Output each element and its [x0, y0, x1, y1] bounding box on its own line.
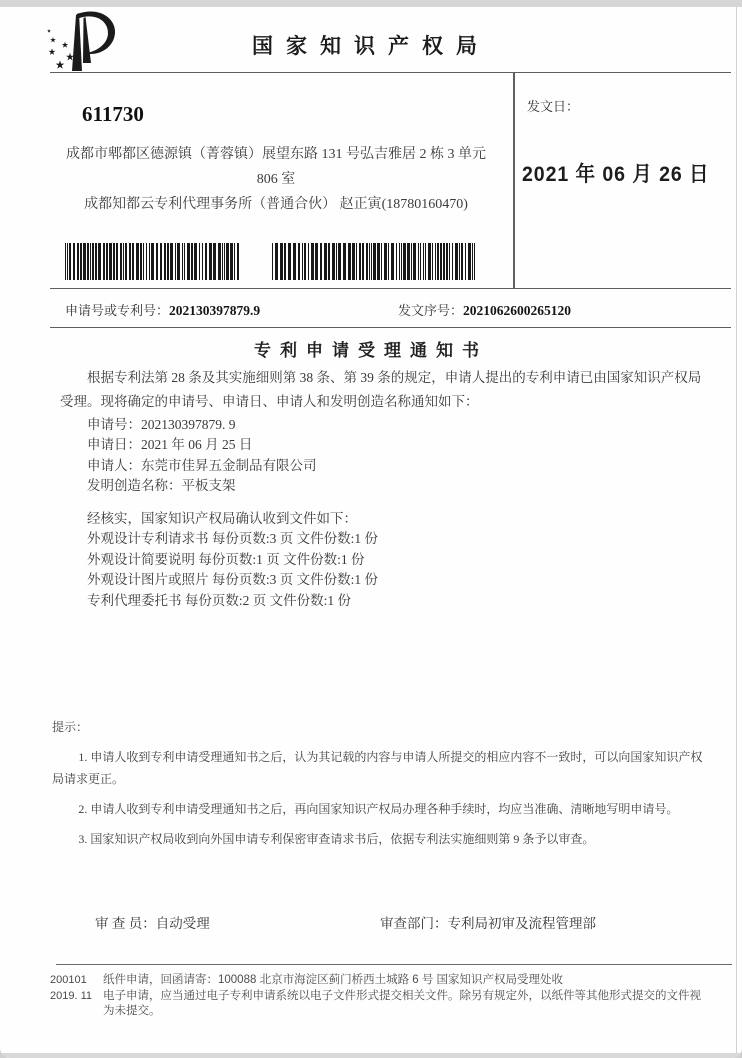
document-row: 外观设计图片或照片 每份页数:3 页 文件份数:1 份: [87, 572, 379, 588]
agency-name-heading: 国家知识产权局: [252, 35, 490, 58]
field-value: 东莞市佳昇五金制品有限公司: [141, 457, 317, 473]
serial-number-value: 2021062600265120: [463, 303, 572, 318]
field-application-date: [87, 435, 710, 455]
footer-form-revision: 2019. 11: [50, 989, 93, 1002]
date-box-divider-line: [513, 72, 515, 288]
recipient-postcode: 611730: [82, 102, 144, 126]
document-row: 外观设计简要说明 每份页数:1 页 文件份数:1 份: [87, 551, 365, 567]
application-number-label: 申请号或专利号：: [65, 303, 170, 318]
examiner-value: 自动受理: [155, 916, 210, 931]
notice-body: [60, 366, 710, 612]
department-value: 专利局初审及流程管理部: [447, 916, 596, 931]
footer-form-number: 200101: [50, 974, 87, 986]
header-divider-line: [50, 72, 731, 73]
tips-heading: 提示：: [52, 720, 89, 734]
field-application-number: [87, 415, 710, 435]
serial-number-row: [398, 300, 571, 319]
reference-divider-line: [50, 327, 731, 328]
application-number-value: 202130397879.9: [169, 303, 261, 318]
examiner-label: 审 查 员：: [95, 916, 156, 931]
field-value: 平板支架: [181, 478, 236, 494]
footer-form-codes: [50, 973, 100, 1004]
application-barcode: [65, 243, 240, 280]
footer-divider-line: [56, 964, 732, 965]
field-value: 2021 年 06 月 25 日: [141, 437, 253, 453]
field-label: 发明创造名称：: [87, 478, 182, 494]
scan-edge-top: [0, 0, 742, 7]
recipient-address-line2: 806 室: [256, 172, 296, 187]
field-value: 202130397879. 9: [141, 417, 236, 432]
recipient-address-line1: 成都市郫都区德源镇（菁蓉镇）展望东路 131 号弘吉雅居 2 栋 3 单元: [66, 147, 486, 162]
department-label: 审查部门：: [380, 916, 448, 931]
field-label: 申请人：: [87, 457, 141, 473]
tip-item: 2. 申请人收到专利申请受理通知书之后，再向国家知识产权局办理各种手续时，均应当准确、清晰地写明申请号。: [78, 802, 679, 816]
footer-electronic-instruction: 电子申请，应当通过电子专利申请系统以电子文件形式提交相关文件。除另有规定外，以纸件等其他形式提交的文件视为未提交。: [103, 989, 701, 1017]
footer-instructions: [103, 973, 703, 1020]
application-number-row: [65, 300, 260, 319]
scan-edge-right: [736, 7, 737, 1053]
footer-paper-instruction: 纸件申请，回函请寄：100088 北京市海淀区蓟门桥西土城路 6 号 国家知识产权局受理处收: [103, 974, 564, 986]
serial-number-label: 发文序号：: [398, 303, 464, 318]
department-row: [380, 912, 596, 932]
notice-title: 专利申请受理通知书: [254, 341, 488, 360]
recipient-agency-line: 成都知都云专利代理事务所（普通合伙） 赵正寅(18780160470): [84, 197, 468, 212]
received-intro: 经核实，国家知识产权局确认收到文件如下：: [87, 510, 357, 526]
notice-intro-paragraph: 根据专利法第 28 条及其实施细则第 38 条、第 39 条的规定，申请人提出的专利申请已由国家知识产权局受理。现将确定的申请号、申请日、申请人和发明创造名称通知如下：: [60, 370, 702, 409]
field-invention-title: [87, 476, 710, 496]
field-label: 申请号：: [87, 417, 141, 432]
application-fields: [87, 415, 710, 497]
barcode-divider-line: [50, 288, 731, 289]
issue-date-label: 发文日：: [527, 99, 580, 114]
field-applicant: [87, 456, 710, 476]
field-label: 申请日：: [87, 437, 141, 453]
issue-date-value: 2021 年 06 月 26 日: [522, 163, 710, 186]
serial-barcode: [272, 243, 478, 280]
tip-item: 1. 申请人收到专利申请受理通知书之后，认为其记载的内容与申请人所提交的相应内容不一致时，可以向国家知识产权局请求更正。: [52, 750, 703, 786]
document-row: 外观设计专利请求书 每份页数:3 页 文件份数:1 份: [87, 531, 379, 547]
tips-section: [52, 716, 712, 850]
examiner-row: [95, 912, 210, 932]
document-row: 专利代理委托书 每份页数:2 页 文件份数:1 份: [87, 593, 352, 608]
received-documents: [87, 509, 710, 612]
tip-item: 3. 国家知识产权局收到向外国申请专利保密审查请求书后，依据专利法实施细则第 9 条予以审查。: [78, 832, 595, 846]
scan-edge-bottom: [0, 1053, 742, 1058]
recipient-address-block: [52, 142, 500, 217]
